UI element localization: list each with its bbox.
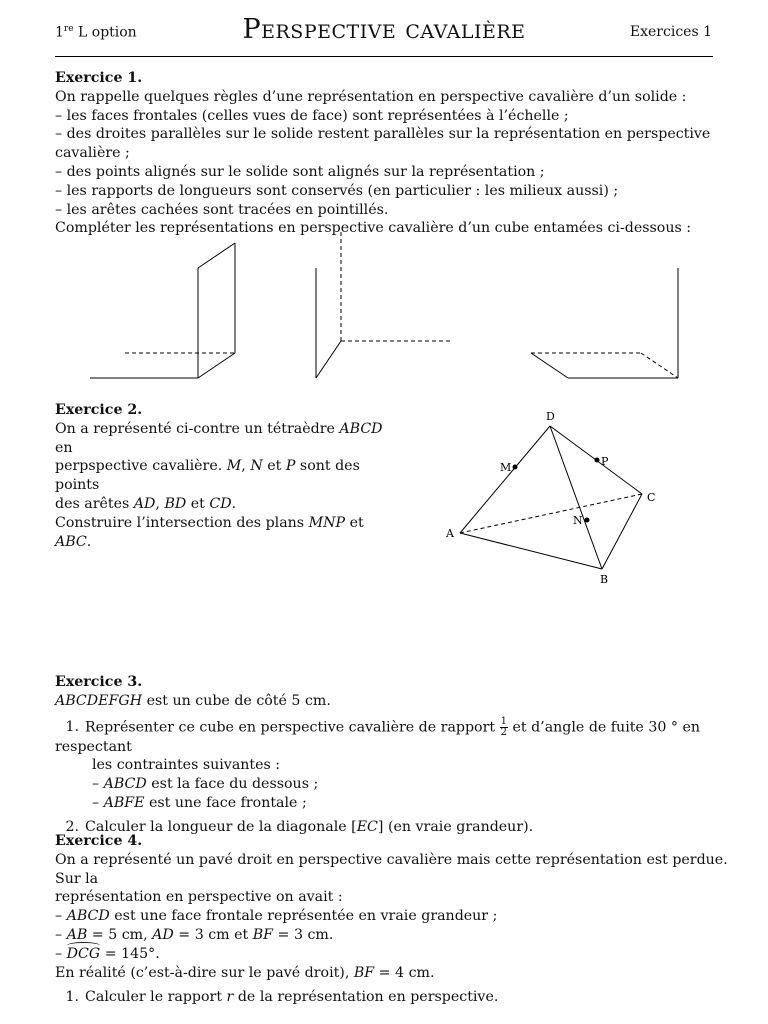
- ex4-var-bf: BF: [252, 926, 274, 943]
- exercise-1-rule-5: – les arêtes cachées sont tracées en pointillés.: [55, 201, 389, 218]
- exercise-4-bullet-2: [55, 926, 735, 945]
- ex2-text: Construire l’intersection des plans: [55, 514, 309, 531]
- label-c: C: [647, 491, 656, 504]
- ex4-var-ab: AB: [66, 926, 88, 943]
- exercise-1-rule-4: – les rapports de longueurs sont conservés (en particulier : les milieux aussi) ;: [55, 182, 619, 199]
- exercise-4-line-1: On a représenté un pavé droit en perspective cavalière mais cette représentation est perdue. Sur la: [55, 851, 728, 887]
- ex4-text: = 5 cm,: [87, 926, 153, 943]
- ex4-dash: –: [55, 945, 67, 962]
- fraction-denominator: 2: [500, 726, 507, 738]
- ex2-var-m: M: [226, 458, 242, 475]
- label-p: P: [601, 455, 609, 468]
- exercise-4: [55, 832, 735, 1007]
- exercise-1-title: Exercice 1.: [55, 70, 143, 86]
- ex2-var-bd: BD: [164, 495, 187, 512]
- ex3-text: est une face frontale ;: [144, 794, 307, 811]
- point-m: [513, 465, 518, 470]
- ex3-text: est un cube de côté 5 cm.: [142, 692, 331, 709]
- ex3-text: ] (en vraie grandeur).: [377, 818, 534, 835]
- fraction-one-half: [500, 717, 508, 738]
- exercise-3-constraint-2: [55, 794, 735, 813]
- ex2-text: .: [231, 495, 237, 512]
- ex4-text: est une face frontale représentée en vraie grandeur ;: [109, 908, 498, 925]
- ex4-var-bf: BF: [353, 964, 375, 981]
- label-a: A: [446, 527, 454, 540]
- ex4-dash: –: [55, 926, 67, 943]
- ex4-item-number: 1.: [65, 989, 79, 1006]
- ex3-text: Calculer la longueur de la diagonale [: [85, 818, 357, 835]
- exercise-4-bullet-1: [55, 907, 735, 926]
- exercise-1-intro: On rappelle quelques règles d’une représentation en perspective cavalière d’un solide :: [55, 88, 687, 105]
- ex4-text: = 4 cm.: [374, 964, 435, 981]
- ex4-angle-dcg: DCG: [66, 945, 101, 962]
- ex2-text: et: [345, 514, 364, 531]
- ex4-dash: –: [55, 908, 67, 925]
- ex3-dash: –: [92, 794, 104, 811]
- ex2-var-n: N: [250, 458, 263, 475]
- ex4-text: de la représentation en perspective.: [233, 989, 499, 1006]
- ex3-text: et d’angle de fuite 30 ° en respectant: [55, 719, 701, 755]
- exercise-3-item-1-cont: les contraintes suivantes :: [92, 757, 281, 774]
- ex3-item-number: 2.: [65, 818, 79, 835]
- header-exercise-set: Exercices 1: [629, 24, 712, 40]
- ex2-text: ,: [155, 495, 165, 512]
- edge-bd: [550, 426, 602, 569]
- exercise-4-item-1: [55, 988, 735, 1007]
- ex3-item-number: 1.: [65, 719, 79, 736]
- ex3-var-cube: ABCDEFGH: [55, 692, 143, 709]
- ex2-var-cd: CD: [209, 495, 232, 512]
- ex3-var-ec: EC: [356, 818, 378, 835]
- ex2-var-p: P: [285, 458, 296, 475]
- edge-bc: [602, 494, 642, 569]
- ex4-text: = 3 cm.: [273, 926, 334, 943]
- exercise-3-intro: [55, 692, 735, 711]
- ex3-var-abcd: ABCD: [103, 776, 147, 793]
- ex3-dash: –: [92, 776, 104, 793]
- ex2-text: On a représenté ci-contre un tétraèdre: [55, 420, 340, 437]
- ex4-text: = 145°.: [100, 945, 160, 962]
- label-b: B: [600, 573, 609, 586]
- ex2-var-mnp: MNP: [308, 514, 346, 531]
- exercise-3-constraint-1: [55, 775, 735, 794]
- header-level-sup: re: [63, 24, 74, 34]
- ex2-text: et: [186, 495, 210, 512]
- label-n: N: [573, 514, 583, 527]
- ex4-var-ad: AD: [152, 926, 174, 943]
- exercise-3-title: Exercice 3.: [55, 674, 143, 690]
- ex2-text: ,: [241, 458, 251, 475]
- ex2-text: des arêtes: [55, 495, 134, 512]
- ex3-text: est la face du dessous ;: [146, 776, 319, 793]
- label-m: M: [500, 461, 512, 474]
- header-level-rest: L option: [73, 24, 137, 41]
- point-p: [595, 458, 600, 463]
- ex3-var-abfe: ABFE: [103, 794, 145, 811]
- ex4-var-abcd: ABCD: [66, 908, 110, 925]
- exercise-4-line-3: [55, 964, 735, 983]
- point-n: [585, 518, 590, 523]
- ex2-var-abcd: ABCD: [339, 420, 383, 437]
- page-title: Perspective cavalière: [242, 14, 526, 45]
- ex2-text: sont des points: [55, 458, 360, 494]
- ex2-var-abc: ABC: [55, 533, 87, 550]
- ex2-text: et: [262, 458, 286, 475]
- ex4-var-r: r: [226, 989, 234, 1006]
- exercise-2-title: Exercice 2.: [55, 402, 143, 418]
- exercise-3: [55, 673, 735, 837]
- ex4-text: En réalité (c’est-à-dire sur le pavé droit),: [55, 964, 354, 981]
- exercise-3-item-1: [55, 717, 735, 757]
- ex3-text: Représenter ce cube en perspective cavalière de rapport: [85, 719, 500, 736]
- ex4-text: Calculer le rapport: [85, 989, 227, 1006]
- exercise-1-rule-2: – des droites parallèles sur le solide restent parallèles sur la représentation en perspective cavalière ;: [55, 126, 711, 162]
- fraction-numerator: 1: [500, 715, 507, 727]
- exercise-1-task: Compléter les représentations en perspective cavalière d’un cube entamées ci-dessous :: [55, 220, 692, 237]
- ex2-text: en: [55, 439, 73, 456]
- exercise-4-title: Exercice 4.: [55, 833, 143, 849]
- header-level-num: 1: [55, 24, 64, 41]
- ex2-text: perpspective cavalière.: [55, 458, 227, 475]
- exercise-4-line-2: représentation en perspective on avait :: [55, 889, 343, 906]
- ex2-var-ad: AD: [133, 495, 156, 512]
- exercise-1-rule-3: – des points alignés sur le solide sont alignés sur la représentation ;: [55, 163, 545, 180]
- ex2-text: .: [86, 533, 92, 550]
- exercise-1-rule-1: – les faces frontales (celles vues de face) sont représentées à l’échelle ;: [55, 107, 569, 124]
- ex4-text: = 3 cm et: [173, 926, 253, 943]
- label-d: D: [546, 410, 555, 423]
- exercise-4-bullet-3: [55, 945, 735, 964]
- edge-ab: [460, 533, 602, 569]
